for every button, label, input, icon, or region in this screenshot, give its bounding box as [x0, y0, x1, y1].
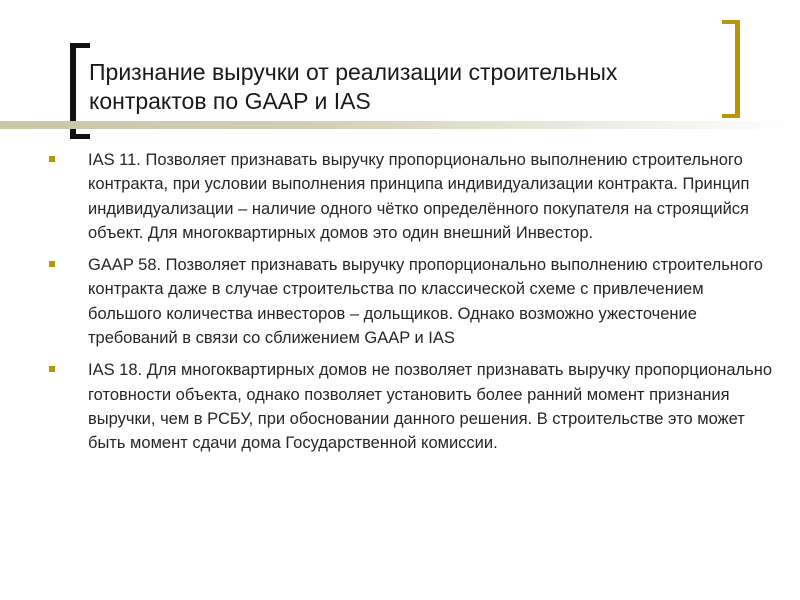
square-bullet-icon	[49, 261, 55, 267]
bullet-item-ias-11	[48, 148, 773, 245]
title-divider	[0, 121, 800, 129]
bullet-item-gaap-58	[48, 253, 773, 350]
slide-title: Признание выручки от реализации строительных контрактов по GAAP и IAS	[89, 59, 618, 114]
bullet-text: IAS 18. Для многоквартирных домов не позволяет признавать выручку пропорционально готовности объекта, однако позволяет установить более ранний момент признания выручки, чем в РСБУ, при обосновании данного решения. В строительстве это может быть момент сдачи дома Государственной комиссии.	[88, 361, 773, 453]
bullet-item-ias-18	[48, 358, 773, 455]
bullet-text: GAAP 58. Позволяет признавать выручку пропорционально выполнению строительного контракта даже в случае строительства по классической схеме с привлечением большого количества инвесторов – дольщиков. Однако возможно ужесточение требований в связи со сближением GAAP и IAS	[88, 256, 763, 348]
bullet-text: IAS 11. Позволяет признавать выручку пропорционально выполнению строительного контракта, при условии выполнения принципа индивидуализации контракта. Принцип индивидуализации – наличие одного чётко определённого покупателя на строящийся объект. Для многоквартирных домов это один внешний Инвестор.	[88, 151, 750, 242]
square-bullet-icon	[49, 366, 55, 372]
bullet-list	[48, 148, 773, 464]
square-bullet-icon	[49, 156, 55, 162]
right-bracket-decoration	[722, 20, 740, 118]
